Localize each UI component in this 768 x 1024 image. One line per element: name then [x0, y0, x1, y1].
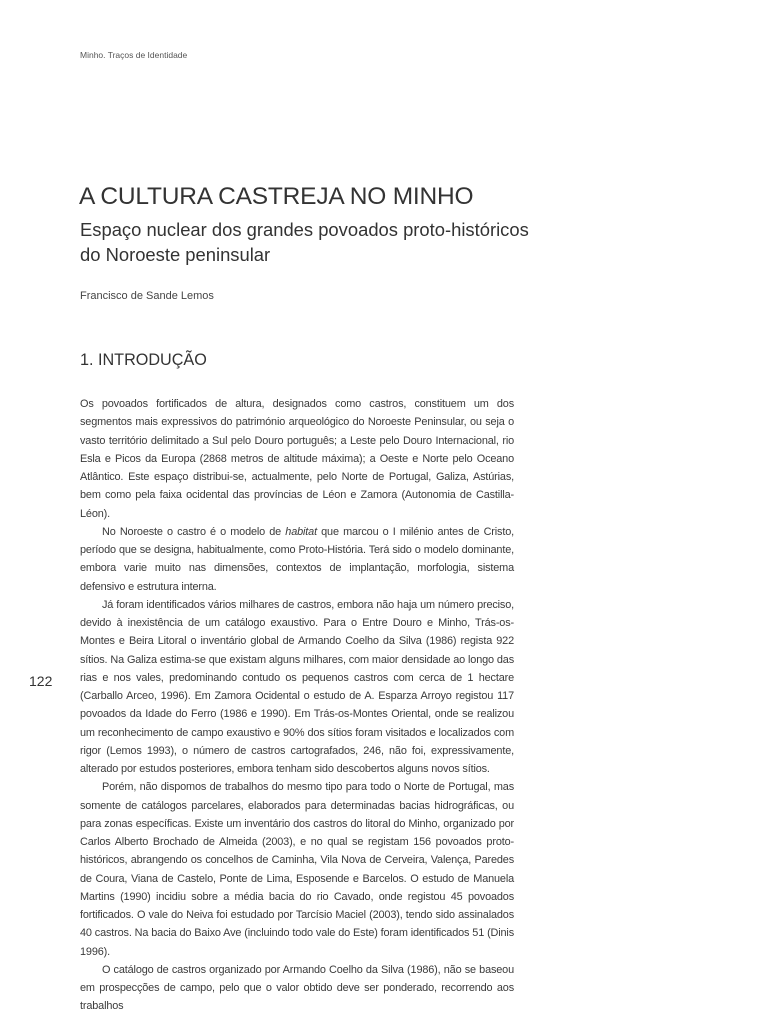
paragraph: No Noroeste o castro é o modelo de habitat que marcou o I milénio antes de Cristo, período que se designa, habitualmente, como Proto-História. Terá sido o modelo dominante, embora varie muito nas dimensões, contextos de implantação, morfologia, sistema defensivo e estrutura interna. [80, 525, 515, 593]
section-heading: 1. INTRODUÇÃO [80, 351, 207, 369]
running-header: Minho. Traços de Identidade [80, 50, 188, 60]
article-subtitle: Espaço nuclear dos grandes povoados proto-históricos do Noroeste peninsular [80, 219, 529, 265]
article-title: A CULTURA CASTREJA NO MINHO [79, 183, 474, 210]
paragraph: Os povoados fortificados de altura, designados como castros, constituem um dos segmentos mais expressivos do património arqueológico do Noroeste Peninsular, ou seja o vasto território delimitado a Sul pelo Douro português; a Leste pelo Douro Internacional, rio Esla e Picos da Europa (2868 metros de altitude máxima); a Oeste e Norte pelo Oceano Atlântico. Este espaço distribui-se, actualmente, pelo Norte de Portugal, Galiza, Astúrias, bem como pela faixa ocidental das províncias de Léon e Zamora (Autonomia de Castilla-Léon). [80, 398, 514, 520]
paragraph: Já foram identificados vários milhares de castros, embora não haja um número preciso, devido à inexistência de um catálogo exaustivo. Para o Entre Douro e Minho, Trás-os-Montes e Beira Litoral o inventário global de Armando Coelho da Silva (1986) regista 922 sítios. Na Galiza estima-se que existam alguns milhares, com maior densidade ao longo das rias e nos vales, predominando contudo os pequenos castros com cerca de 1 hectare (Carballo Arceo, 1996). Em Zamora Ocidental o estudo de A. Esparza Arroyo registou 117 povoados da Idade do Ferro (1986 e 1990). Em Trás-os-Montes Oriental, onde se realizou um reconhecimento de campo exaustivo e 90% dos sítios foram visitados e localizados com rigor (Lemos 1993), o número de castros cartografados, 246, não foi, expressivamente, alterado por estudos posteriores, embora tenham sido descobertos alguns novos sítios. [80, 598, 514, 775]
paragraph: Porém, não dispomos de trabalhos do mesmo tipo para todo o Norte de Portugal, mas somente de catálogos parcelares, elaborados para determinadas bacias hidrográficas, ou para zonas específicas. Existe um inventário dos castros do litoral do Minho, organizado por Carlos Alberto Brochado de Almeida (2003), e no qual se registam 156 povoados proto-históricos, abrangendo os concelhos de Caminha, Vila Nova de Cerveira, Valença, Paredes de Coura, Viana de Castelo, Ponte de Lima, Esposende e Barcelos. O estudo de Manuela Martins (1990) incidiu sobre a média bacia do rio Cavado, onde registou 45 povoados fortificados. O vale do Neiva foi estudado por Tarcísio Maciel (2003), tendo sido assinalados 40 castros. Na bacia do Baixo Ave (incluindo todo vale do Este) foram identificados 51 (Dinis 1996). [80, 781, 514, 958]
body-text [80, 395, 514, 1016]
paragraph: O catálogo de castros organizado por Armando Coelho da Silva (1986), não se baseou em prospecções de campo, pelo que o valor obtido deve ser ponderado, recorrendo aos trabalhos [80, 963, 514, 1013]
emphasis-text: habitat [285, 525, 317, 538]
article-author: Francisco de Sande Lemos [80, 290, 214, 302]
page-number: 122 [29, 673, 53, 689]
